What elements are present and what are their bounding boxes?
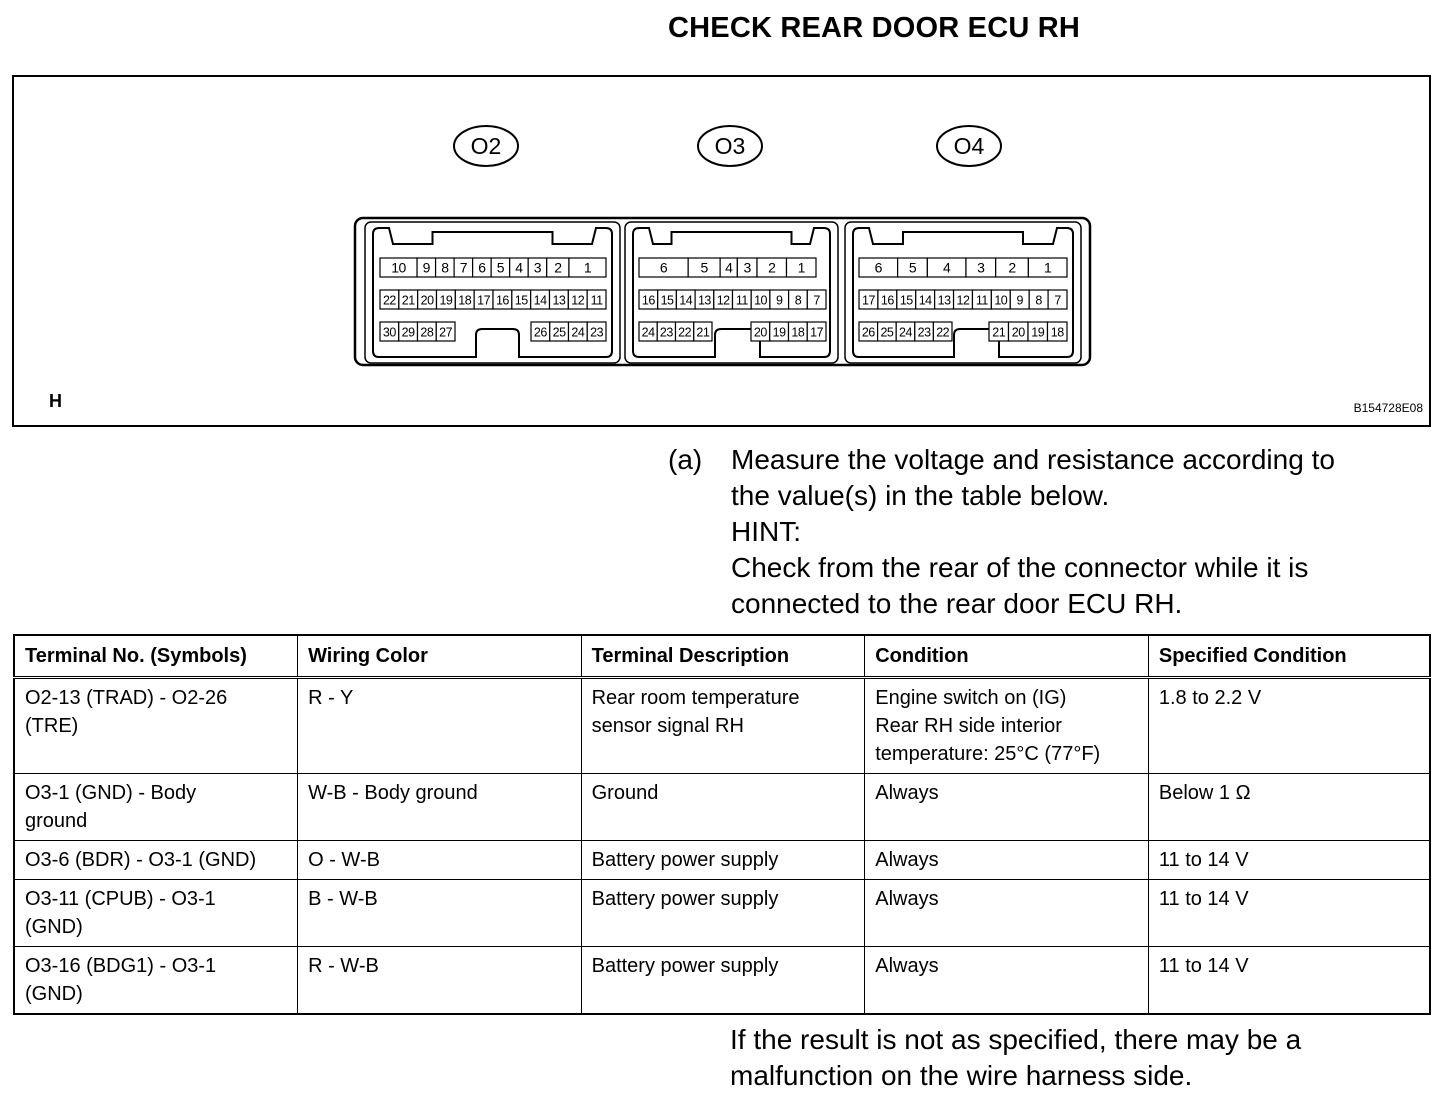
pin-number: 18	[458, 293, 472, 308]
cell-wiring-color: R - Y	[298, 678, 582, 774]
pin-number: 10	[994, 293, 1008, 308]
pin-number: 16	[495, 293, 509, 308]
cell-line: Battery power supply	[591, 849, 779, 871]
pin-number: 14	[679, 293, 693, 308]
cell-terminal	[14, 678, 298, 774]
step-line: Measure the voltage and resistance according to	[731, 444, 1335, 475]
pin-number: 12	[571, 293, 585, 308]
pin-number: 22	[936, 325, 950, 340]
pin-number: 6	[478, 259, 486, 276]
pin-number: 24	[571, 325, 585, 340]
pin-number: 25	[552, 325, 566, 340]
specification-table	[13, 634, 1431, 1015]
table-row	[14, 841, 1430, 880]
pin-number: 11	[590, 293, 603, 308]
pin-number: 8	[1035, 293, 1042, 308]
pin-number: 9	[1016, 293, 1023, 308]
step-line: Check from the rear of the connector while it is	[731, 552, 1309, 583]
pin-number: 17	[862, 293, 875, 308]
cell-line: Battery power supply	[591, 888, 779, 910]
cell-condition	[865, 841, 1149, 880]
pin-number: 4	[725, 259, 733, 276]
cell-terminal-description	[581, 947, 865, 1015]
header-terminal: Terminal No. (Symbols)	[14, 635, 298, 678]
pin-number: 15	[899, 293, 913, 308]
pin-number: 13	[552, 293, 566, 308]
table-row	[14, 880, 1430, 947]
header-wiring-color: Wiring Color	[298, 635, 582, 678]
pin-number: 22	[382, 293, 396, 308]
pin-number: 23	[659, 325, 673, 340]
pin-number: 7	[813, 293, 820, 308]
pin-number: 5	[700, 259, 708, 276]
pin-number: 12	[716, 293, 730, 308]
table-header-row	[14, 635, 1430, 678]
pin-number: 21	[696, 325, 710, 340]
pin-number: 24	[899, 325, 912, 340]
step-hint-label: HINT:	[731, 516, 801, 547]
cell-line: Always	[875, 955, 939, 977]
pin-number: 19	[439, 293, 453, 308]
pin-number: 28	[420, 325, 434, 340]
pin-number: 24	[641, 325, 655, 340]
cell-wiring-color: B - W-B	[298, 880, 582, 947]
step-marker: (a)	[668, 444, 703, 475]
cell-wiring-color: W-B - Body ground	[298, 774, 582, 841]
pin-number: 20	[1011, 325, 1025, 340]
cell-terminal	[14, 880, 298, 947]
pin-number: 29	[401, 325, 415, 340]
cell-specified-condition: Below 1 Ω	[1148, 774, 1430, 841]
pin-number: 6	[659, 259, 668, 276]
pin-number: 1	[583, 259, 592, 276]
pin-number: 7	[1054, 293, 1061, 308]
cell-terminal-description	[581, 774, 865, 841]
pin-number: 26	[533, 325, 547, 340]
pin-number: 12	[956, 293, 970, 308]
cell-line: ground	[25, 810, 88, 832]
pin-number: 10	[754, 293, 768, 308]
cell-line: O3-16 (BDG1) - O3-1	[25, 955, 217, 977]
pin-number: 5	[908, 259, 917, 276]
cell-specified-condition: 11 to 14 V	[1148, 841, 1430, 880]
pin-number: 16	[880, 293, 894, 308]
table-row	[14, 774, 1430, 841]
pin-number: 15	[660, 293, 674, 308]
cell-line: Rear RH side interior	[875, 715, 1062, 737]
connector-label: O4	[953, 133, 985, 159]
pin-number: 5	[496, 259, 505, 276]
page-title: CHECK REAR DOOR ECU RH	[668, 12, 1081, 44]
cell-line: (GND)	[25, 983, 83, 1005]
cell-wiring-color: O - W-B	[298, 841, 582, 880]
step-line: connected to the rear door ECU RH.	[731, 588, 1183, 619]
pin-number: 23	[590, 325, 604, 340]
figure-corner-label: H	[49, 391, 62, 411]
pin-number: 10	[391, 259, 406, 276]
cell-specified-condition: 1.8 to 2.2 V	[1148, 678, 1430, 774]
pin-number: 8	[441, 259, 449, 276]
cell-line: Rear room temperature	[591, 687, 800, 709]
cell-line: Always	[875, 782, 939, 804]
cell-terminal	[14, 947, 298, 1015]
figure-code: B154728E08	[1353, 401, 1423, 415]
pin-number: 19	[772, 325, 786, 340]
pin-number: 3	[977, 259, 985, 276]
cell-condition	[865, 880, 1149, 947]
cell-line: (GND)	[25, 916, 83, 938]
pin-number: 9	[422, 259, 430, 276]
pin-number: 17	[477, 293, 491, 308]
pin-number: 2	[554, 259, 562, 276]
pin-number: 14	[918, 293, 932, 308]
cell-specified-condition: 11 to 14 V	[1148, 880, 1430, 947]
pin-number: 3	[743, 259, 751, 276]
pin-number: 26	[861, 325, 875, 340]
cell-line: Always	[875, 849, 939, 871]
cell-condition	[865, 947, 1149, 1015]
cell-terminal-description	[581, 880, 865, 947]
header-specified-condition: Specified Condition	[1148, 635, 1430, 678]
table-row	[14, 678, 1430, 774]
pin-number: 16	[641, 293, 655, 308]
pin-number: 13	[937, 293, 951, 308]
pin-number: 27	[439, 325, 453, 340]
pin-number: 22	[678, 325, 692, 340]
connector-figure	[12, 75, 1431, 427]
pin-number: 4	[515, 259, 523, 276]
cell-condition	[865, 678, 1149, 774]
pin-number: 21	[401, 293, 415, 308]
pin-number: 19	[1031, 325, 1045, 340]
cell-line: Engine switch on (IG)	[875, 687, 1067, 709]
pin-number: 20	[420, 293, 434, 308]
cell-terminal	[14, 841, 298, 880]
connector-label: O3	[714, 133, 746, 159]
result-note	[730, 1022, 1301, 1094]
pin-number: 21	[992, 325, 1006, 340]
cell-line: Ground	[591, 782, 659, 804]
pin-number: 11	[735, 293, 748, 308]
cell-line: O3-11 (CPUB) - O3-1	[25, 888, 216, 910]
cell-line: (TRE)	[25, 715, 79, 737]
step-text	[731, 442, 1431, 622]
pin-number: 23	[917, 325, 931, 340]
cell-line: O2-13 (TRAD) - O2-26	[25, 687, 228, 709]
cell-line: Always	[875, 888, 939, 910]
pin-number: 14	[533, 293, 547, 308]
pin-number: 6	[874, 259, 882, 276]
pin-number: 11	[975, 293, 988, 308]
connector-label: O2	[470, 133, 502, 159]
pin-number: 3	[533, 259, 542, 276]
cell-condition	[865, 774, 1149, 841]
pin-number: 25	[880, 325, 894, 340]
cell-line: temperature: 25°C (77°F)	[875, 743, 1101, 765]
pin-number: 8	[794, 293, 802, 308]
pin-number: 2	[1008, 259, 1016, 276]
pin-number: 1	[1044, 259, 1052, 276]
pin-number: 1	[797, 259, 805, 276]
cell-line: O3-1 (GND) - Body	[25, 782, 197, 804]
header-condition: Condition	[865, 635, 1149, 678]
pin-number: 2	[768, 259, 776, 276]
cell-line: sensor signal RH	[591, 715, 744, 737]
note-line: If the result is not as specified, there may be a	[730, 1024, 1302, 1055]
note-line: malfunction on the wire harness side.	[730, 1060, 1193, 1091]
cell-specified-condition: 11 to 14 V	[1148, 947, 1430, 1015]
table-row	[14, 947, 1430, 1015]
pin-number: 13	[697, 293, 711, 308]
step-line: the value(s) in the table below.	[731, 480, 1110, 511]
pin-number: 15	[514, 293, 528, 308]
cell-terminal-description	[581, 841, 865, 880]
pin-number: 7	[459, 259, 468, 276]
pin-number: 18	[1050, 325, 1064, 340]
pin-number: 30	[382, 325, 396, 340]
pin-number: 9	[776, 293, 783, 308]
cell-line: Battery power supply	[591, 955, 779, 977]
connector-diagram	[14, 77, 1429, 425]
header-terminal-description: Terminal Description	[581, 635, 865, 678]
cell-terminal	[14, 774, 298, 841]
pin-number: 18	[791, 325, 805, 340]
cell-wiring-color: R - W-B	[298, 947, 582, 1015]
cell-terminal-description	[581, 678, 865, 774]
pin-number: 17	[810, 325, 824, 340]
pin-number: 20	[753, 325, 767, 340]
pin-number: 4	[943, 259, 951, 276]
cell-line: O3-6 (BDR) - O3-1 (GND)	[25, 849, 257, 871]
